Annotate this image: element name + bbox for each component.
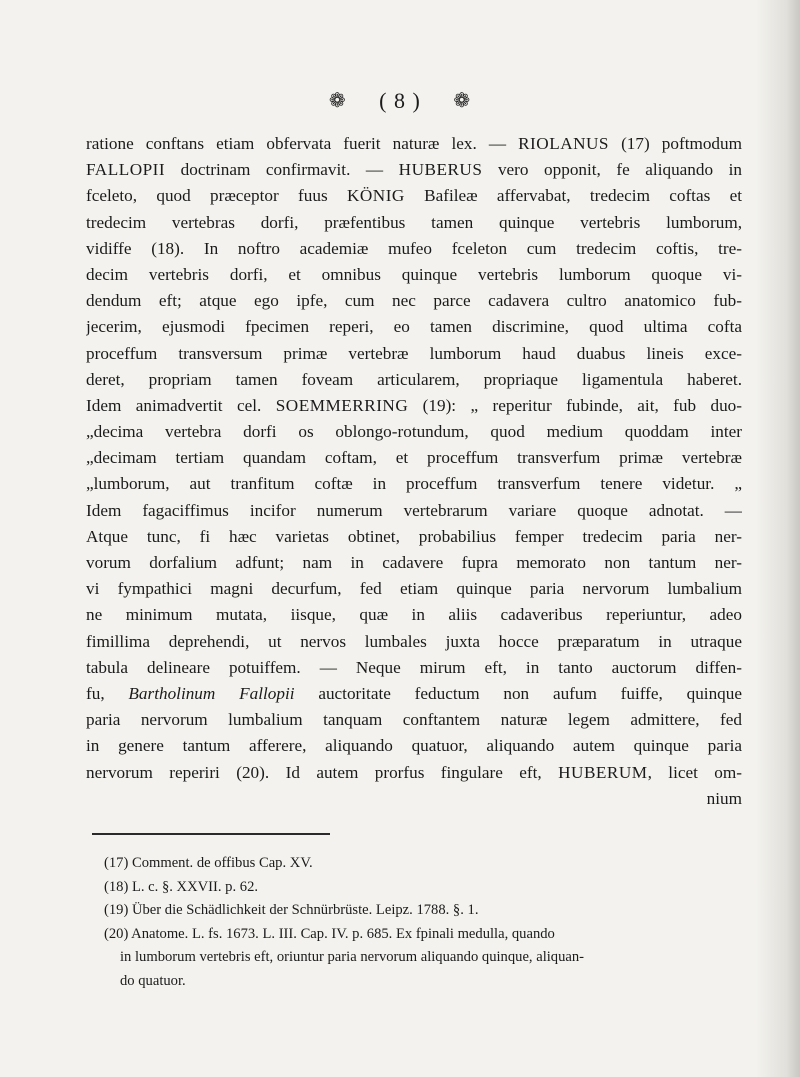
text-segment: vorum dorfalium adfunt; nam in cadavere fupra memorato non tantum ner- bbox=[86, 553, 742, 572]
author-name: RIOLANUS bbox=[518, 134, 609, 153]
text-line bbox=[86, 655, 742, 681]
text-segment: ne minimum mutata, iisque, quæ in aliis cadaveribus reperiuntur, adeo bbox=[86, 605, 742, 625]
page-edge-shadow bbox=[756, 0, 800, 1077]
italic-text: Bartholinum Fallopii bbox=[128, 683, 295, 703]
footnote: (19) Über die Schädlichkeit der Schnürbrüste. Leipz. 1788. §. 1. bbox=[104, 902, 479, 919]
text-line bbox=[86, 576, 742, 602]
text-line bbox=[86, 471, 742, 497]
text-segment: fu, bbox=[86, 683, 129, 703]
text-segment: , licet om- bbox=[647, 762, 742, 782]
footnotes bbox=[104, 852, 754, 994]
text-line bbox=[86, 602, 742, 628]
text-line bbox=[86, 524, 742, 550]
text-line bbox=[86, 314, 742, 340]
footnote: do quatuor. bbox=[120, 972, 186, 989]
text-line bbox=[86, 157, 742, 183]
text-line bbox=[86, 183, 742, 209]
text-segment: tredecim vertebras dorfi, præfentibus tamen quinque vertebris lumborum, bbox=[86, 212, 742, 232]
text-segment: vi fympathici magni decurfum, fed etiam quinque paria nervorum lumbalium bbox=[86, 579, 742, 599]
flower-ornament-icon: ❁ bbox=[453, 90, 472, 113]
text-line bbox=[86, 550, 742, 576]
text-line bbox=[86, 210, 742, 236]
text-line bbox=[86, 393, 742, 419]
text-segment: proceffum transversum primæ vertebræ lumborum haud duabus lineis exce- bbox=[86, 343, 742, 363]
text-segment: Bafileæ affervabat, tredecim coftas et bbox=[404, 186, 742, 206]
text-line bbox=[86, 786, 742, 812]
text-line bbox=[86, 288, 742, 314]
text-segment: tabula delineare potuiffem. — Neque mirum eft, in tanto auctorum diffen- bbox=[86, 657, 742, 677]
main-text bbox=[86, 131, 742, 812]
author-name: HUBERUM bbox=[558, 762, 648, 782]
text-segment: doctrinam confirmavit. — bbox=[165, 160, 399, 180]
page-number: ( 8 ) bbox=[379, 87, 421, 113]
text-segment: in genere tantum afferere, aliquando quatuor, aliquando autem quinque paria bbox=[86, 736, 742, 756]
text-segment: (19): „ reperitur fubinde, ait, fub duo- bbox=[408, 395, 742, 415]
page-header bbox=[0, 86, 800, 120]
flower-ornament-icon: ❁ bbox=[328, 90, 347, 113]
text-segment: „decimam tertiam quandam coftam, et proceffum transverfum primæ vertebræ bbox=[86, 448, 742, 468]
text-segment: dendum eft; atque ego ipfe, cum nec parce cadavera cultro anatomico fub- bbox=[86, 291, 742, 311]
text-segment: nervorum reperiri (20). Id autem prorfus fingulare eft, bbox=[86, 762, 559, 782]
footnote: (18) L. c. §. XXVII. p. 62. bbox=[104, 878, 259, 895]
author-name: SOEMMERRING bbox=[275, 395, 409, 415]
text-segment: „lumborum, aut tranfitum coftæ in proceffum transverfum tenere videtur. „ bbox=[86, 474, 742, 494]
text-line bbox=[86, 419, 742, 445]
text-line bbox=[86, 707, 742, 733]
text-segment: nium bbox=[706, 788, 742, 808]
text-segment: jecerim, ejusmodi fpecimen reperi, eo tamen discrimine, quod ultima cofta bbox=[86, 317, 742, 337]
text-line bbox=[86, 131, 742, 157]
text-segment: Idem fagaciffimus incifor numerum vertebrarum variare quoque adnotat. — bbox=[86, 500, 742, 520]
text-line bbox=[86, 498, 742, 524]
text-line bbox=[86, 341, 742, 367]
text-segment: Atque tunc, fi hæc varietas obtinet, probabilius femper tredecim paria ner- bbox=[86, 526, 742, 546]
text-segment: deret, propriam tamen foveam articularem, propriaque ligamentula haberet. bbox=[86, 369, 742, 389]
author-name: FALLOPII bbox=[86, 160, 166, 180]
text-segment: fimillima deprehendi, ut nervos lumbales juxta hocce præparatum in utraque bbox=[86, 631, 742, 651]
text-segment: (17) poftmodum bbox=[609, 134, 742, 153]
footnote-divider bbox=[92, 833, 330, 835]
footnote: (20) Anatome. L. fs. 1673. L. III. Cap. IV. p. 685. Ex fpinali medulla, quando bbox=[104, 925, 555, 942]
text-segment: fceleto, quod præceptor fuus bbox=[86, 186, 347, 206]
text-line bbox=[86, 445, 742, 471]
text-segment: decim vertebris dorfi, et omnibus quinque vertebris lumborum quoque vi- bbox=[86, 264, 742, 284]
text-segment: „decima vertebra dorfi os oblongo-rotundum, quod medium quoddam inter bbox=[86, 422, 742, 442]
author-name: HUBERUS bbox=[398, 160, 483, 180]
footnote: in lumborum vertebris eft, oriuntur paria nervorum aliquando quinque, aliquan- bbox=[120, 949, 585, 966]
text-segment: auctoritate feductum non aufum fuiffe, quinque bbox=[294, 683, 742, 703]
text-segment: vidiffe (18). In noftro academiæ mufeo fceleton cum tredecim coftis, tre- bbox=[86, 238, 742, 258]
text-line bbox=[86, 681, 742, 707]
text-line bbox=[86, 733, 742, 759]
footnote: (17) Comment. de offibus Cap. XV. bbox=[104, 855, 313, 871]
text-segment: paria nervorum lumbalium tanquam conftantem naturæ legem admittere, fed bbox=[86, 710, 742, 730]
text-segment: ratione conftans etiam obfervata fuerit naturæ lex. — bbox=[86, 134, 519, 153]
text-line bbox=[86, 367, 742, 393]
text-segment: Idem animadvertit cel. bbox=[86, 395, 276, 415]
author-name: KÖNIG bbox=[346, 186, 405, 206]
text-line bbox=[86, 236, 742, 262]
text-line bbox=[86, 760, 742, 786]
text-line bbox=[86, 262, 742, 288]
text-line bbox=[86, 629, 742, 655]
text-segment: vero opponit, fe aliquando in bbox=[482, 160, 742, 180]
